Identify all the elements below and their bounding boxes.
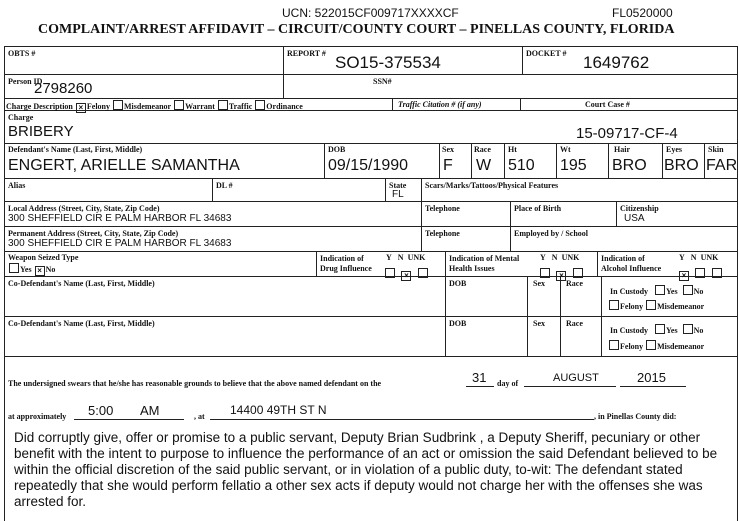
report-label: REPORT # xyxy=(287,49,326,58)
charge-label: Charge xyxy=(8,113,34,122)
dob-value: 09/15/1990 xyxy=(328,157,409,174)
drug-no-checkbox[interactable]: × xyxy=(401,271,411,281)
incident-year: 2015 xyxy=(637,370,666,385)
charge-description-row xyxy=(6,100,303,113)
height-value: 510 xyxy=(508,157,535,174)
codefendant-2-charge-type xyxy=(608,340,704,351)
misdemeanor-checkbox[interactable] xyxy=(113,100,123,110)
dob-label: DOB xyxy=(328,145,346,154)
codefendant-1-charge-type xyxy=(608,300,704,311)
mental-unk-checkbox[interactable] xyxy=(573,268,583,278)
race-value: W xyxy=(476,157,492,174)
codefendant-2-felony[interactable]: Felony xyxy=(608,340,643,351)
report-number: SO15-375534 xyxy=(335,53,441,72)
codefendant-1-felony[interactable]: Felony xyxy=(608,300,643,311)
weight-value: 195 xyxy=(560,157,587,174)
traffic-option[interactable]: Traffic xyxy=(217,100,252,111)
at-approximately-label: at approximately xyxy=(8,412,67,421)
alcohol-no-checkbox[interactable] xyxy=(695,268,705,278)
codefendant-1-dob-label: DOB xyxy=(449,279,467,288)
local-telephone-label: Telephone xyxy=(425,204,460,213)
hair-label: Hair xyxy=(614,145,630,154)
skin-label: Skin xyxy=(708,145,724,154)
alcohol-yes-checkbox[interactable]: × xyxy=(679,271,689,281)
citizenship-label: Citizenship xyxy=(620,204,659,213)
scars-label: Scars/Marks/Tattoos/Physical Features xyxy=(425,181,559,190)
drug-influence-label-1: Indication of xyxy=(320,254,364,263)
day-of-label: day of xyxy=(497,379,519,388)
codefendant-1-misdemeanor-checkbox[interactable] xyxy=(646,300,656,310)
employed-by-label: Employed by / School xyxy=(514,229,589,238)
local-address-label: Local Address (Street, City, State, Zip Code) xyxy=(8,204,160,213)
alcohol-influence-checkboxes xyxy=(678,264,723,282)
weapon-no-checkbox[interactable]: × xyxy=(35,266,45,276)
alcohol-influence-label-2: Alcohol Influence xyxy=(601,264,662,273)
docket-number: 1649762 xyxy=(583,53,650,72)
codefendant-1-custody: In Custody Yes No xyxy=(610,287,704,296)
eyes-value: BRO xyxy=(664,157,699,174)
local-address-value: 300 SHEFFIELD CIR E PALM HARBOR FL 34683 xyxy=(8,213,232,224)
codefendant-1-race-label: Race xyxy=(566,279,583,288)
codefendant-2-name-label: Co-Defendant's Name (Last, First, Middle) xyxy=(8,319,155,328)
codefendant-1-felony-checkbox[interactable] xyxy=(609,300,619,310)
alcohol-influence-label-1: Indication of xyxy=(601,254,645,263)
codefendant-2-custody: In Custody Yes No xyxy=(610,326,704,335)
warrant-option[interactable]: Warrant xyxy=(173,100,215,111)
dl-label: DL # xyxy=(216,181,233,190)
docket-label: DOCKET # xyxy=(526,49,567,58)
skin-value: FAR xyxy=(706,157,738,174)
codefendant-2-race-label: Race xyxy=(566,319,583,328)
mental-health-label-1: Indication of Mental xyxy=(449,254,520,263)
defendant-name-label: Defendant's Name (Last, First, Middle) xyxy=(8,145,143,154)
drug-unk-checkbox[interactable] xyxy=(418,268,428,278)
charge-value: BRIBERY xyxy=(8,123,74,140)
codefendant-2-custody-yes[interactable]: Yes xyxy=(654,324,678,335)
drug-yn-header: Y N UNK xyxy=(386,253,426,262)
form-title: COMPLAINT/ARREST AFFIDAVIT – CIRCUIT/COUNTY COURT – PINELLAS COUNTY, FLORIDA xyxy=(38,22,675,37)
codefendant-2-custody-yes-checkbox[interactable] xyxy=(655,324,665,334)
state-label: State xyxy=(389,181,407,190)
obts-label: OBTS # xyxy=(8,49,36,58)
traffic-checkbox[interactable] xyxy=(218,100,228,110)
hair-value: BRO xyxy=(612,157,647,174)
ssn-label: SSN# xyxy=(373,77,392,86)
incident-month: AUGUST xyxy=(553,372,599,384)
codefendant-2-dob-label: DOB xyxy=(449,319,467,328)
traffic-citation-label: Traffic Citation # (if any) xyxy=(398,100,482,109)
ordinance-option[interactable]: Ordinance xyxy=(254,100,302,111)
codefendant-1-custody-no[interactable]: No xyxy=(682,285,704,296)
mental-yn-header: Y N UNK xyxy=(540,253,580,262)
codefendant-2-custody-no-checkbox[interactable] xyxy=(683,324,693,334)
drug-influence-label-2: Drug Influence xyxy=(320,264,372,273)
sworn-statement: The undersigned swears that he/she has reasonable grounds to believe that the above named defendant on the xyxy=(8,379,382,388)
sex-label: Sex xyxy=(442,145,454,154)
codefendant-2-felony-checkbox[interactable] xyxy=(609,340,619,350)
codefendant-1-misdemeanor[interactable]: Misdemeanor xyxy=(645,300,704,311)
felony-checkbox[interactable]: × xyxy=(76,103,86,113)
incident-day: 31 xyxy=(472,370,487,385)
court-case-number: 15-09717-CF-4 xyxy=(576,125,678,142)
weight-label: Wt xyxy=(560,145,571,154)
codefendant-1-custody-yes[interactable]: Yes xyxy=(654,285,678,296)
ordinance-checkbox[interactable] xyxy=(255,100,265,110)
permanent-address-value: 300 SHEFFIELD CIR E PALM HARBOR FL 34683 xyxy=(8,238,232,249)
citizenship-value: USA xyxy=(624,213,645,224)
codefendant-1-name-label: Co-Defendant's Name (Last, First, Middle) xyxy=(8,279,155,288)
height-label: Ht xyxy=(508,145,517,154)
codefendant-2-misdemeanor[interactable]: Misdemeanor xyxy=(645,340,704,351)
race-label: Race xyxy=(474,145,491,154)
alcohol-yn-header: Y N UNK xyxy=(679,253,719,262)
ucn-number: UCN: 522015CF009717XXXXCF xyxy=(282,6,459,20)
incident-ampm: AM xyxy=(140,403,160,418)
sex-value: F xyxy=(443,157,453,174)
incident-location: 14400 49TH ST N xyxy=(230,403,327,417)
defendant-name-value: ENGERT, ARIELLE SAMANTHA xyxy=(8,157,240,174)
at-label: , at xyxy=(194,412,205,421)
mental-yes-checkbox[interactable] xyxy=(540,268,550,278)
incident-time: 5:00 xyxy=(88,403,114,418)
codefendant-1-sex-label: Sex xyxy=(533,279,545,288)
place-of-birth-label: Place of Birth xyxy=(514,204,562,213)
state-value: FL xyxy=(392,189,404,200)
codefendant-2-misdemeanor-checkbox[interactable] xyxy=(646,340,656,350)
drug-influence-checkboxes xyxy=(384,264,429,282)
eyes-label: Eyes xyxy=(666,145,682,154)
permanent-telephone-label: Telephone xyxy=(425,229,460,238)
weapon-yes-option[interactable]: Yes xyxy=(8,263,32,274)
weapon-yes-checkbox[interactable] xyxy=(9,263,19,273)
county-did-label: , in Pinellas County did: xyxy=(594,412,677,421)
alcohol-unk-checkbox[interactable] xyxy=(712,268,722,278)
person-id-value: 2798260 xyxy=(34,80,93,97)
mental-health-label-2: Health Issues xyxy=(449,264,495,273)
felony-option[interactable]: × Felony xyxy=(75,102,110,113)
warrant-checkbox[interactable] xyxy=(174,100,184,110)
codefendant-2-custody-no[interactable]: No xyxy=(682,324,704,335)
codefendant-1-custody-no-checkbox[interactable] xyxy=(683,285,693,295)
misdemeanor-option[interactable]: Misdemeanor xyxy=(112,100,171,111)
mental-no-checkbox[interactable]: × xyxy=(556,271,566,281)
person-id-label: Person ID xyxy=(8,77,43,86)
codefendant-2-sex-label: Sex xyxy=(533,319,545,328)
drug-yes-checkbox[interactable] xyxy=(385,268,395,278)
weapon-options xyxy=(8,263,55,276)
narrative-text: Did corruptly give, offer or promise to a public servant, Deputy Brian Sudbrink , a Deputy Sheriff, pecuniary or other benefit with the intent to purpose to influence the performance of an act or omission the said Defendant believed to be within the official discretion of the said public servant, or in violation of a public duty, to-wit: The defendant stated repeatedly that she would perform fellatio a other sex acts if deputy would not charge her with the offenses she was arrested for. xyxy=(14,430,718,509)
permanent-address-label: Permanent Address (Street, City, State, Zip Code) xyxy=(8,229,179,238)
form-id: FL0520000 xyxy=(612,6,673,20)
weapon-seized-label: Weapon Seized Type xyxy=(8,253,79,262)
charge-description-label: Charge Description xyxy=(6,102,73,111)
codefendant-1-custody-yes-checkbox[interactable] xyxy=(655,285,665,295)
alias-label: Alias xyxy=(8,181,26,190)
weapon-no-option[interactable]: × No xyxy=(34,265,56,276)
court-case-label: Court Case # xyxy=(585,100,630,109)
